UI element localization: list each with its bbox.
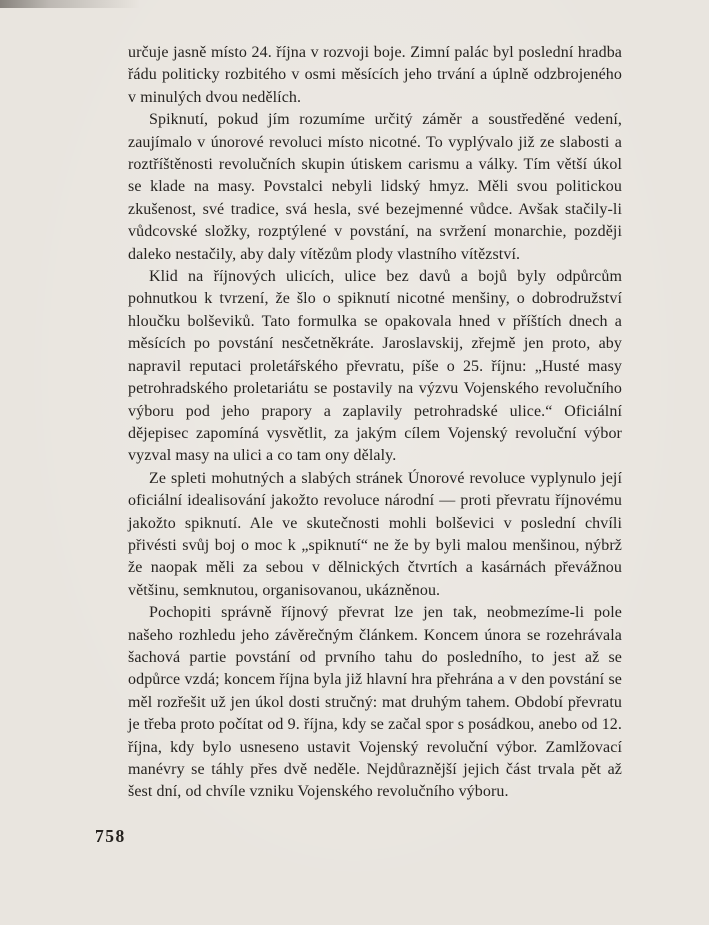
paragraph-pochopiti: Pochopiti správně říjnový převrat lze jen tak, neobmezíme-li pole našeho rozhledu jeho závěrečným článkem. Koncem února se rozehrávala šachová partie povstání od prvního tahu do posledního, to jest až se odpůrce vzdá; koncem října byla již hlavní hra přehrána a v den povstání se měl rozřešit už jen úkol dosti stručný: mat druhým tahem. Období převratu je třeba proto počítat od 9. října, kdy se začal spor s posádkou, anebo od 12. října, kdy bylo usneseno ustavit Vojenský revoluční výbor. Zamlžovací manévry se táhly přes dvě neděle. Nejdůraznější jejich část trvala pět až šest dní, od chvíle vzniku Vojenského revolučního výboru. [128,604,622,801]
paragraph-klid: Klid na říjnových ulicích, ulice bez davů a bojů byly odpůrcům pohnutkou k tvrzení, že šlo o spiknutí nicotné menšiny, o dobrodružství hloučku bolševiků. Tato formulka se opakovala hned v příštích dnech a měsících po povstání nesčetněkráte. Jaroslavskij, zřejmě jen proto, aby napravil reputaci proletářského převratu, píše o 25. říjnu: „Husté masy petrohradského proletariátu se postavily na výzvu Vojenského revolučního výboru pod jeho prapory a zaplavily petrohradské ulice.“ Oficiální dějepisec zapomíná vysvětlit, za jakým cílem Vojenský revoluční výbor vyzval masy na ulici a co tam ony dělaly. [128,268,622,465]
paragraph-spiknuti: Spiknutí, pokud jím rozumíme určitý záměr a soustředěné vedení, zaujímalo v únorové revoluci místo nicotné. To vyplývalo již ze slabosti a roztříštěnosti revolučních skupin útiskem carismu a války. Tím větší úkol se klade na masy. Povstalci nebyli lidský hmyz. Měli svou politickou zkušenost, své tradice, svá hesla, své bezejmenné vůdce. Avšak stačily-li vůdcovské složky, rozptýlené v povstání, na svržení monarchie, později daleko nestačily, aby daly vítězům plody vlastního vítězství. [128,111,622,263]
page-number: 758 [95,826,126,846]
paragraph-ze-spleti: Ze spleti mohutných a slabých stránek Únorové revoluce vyplynulo její oficiální idealisování jakožto revoluce národní — proti převratu říjnovému jakožto spiknutí. Ale ve skutečnosti mohli bolševici v poslední chvíli přivésti svůj boj o moc k „spiknutí“ ne že by byli malou menšinou, nýbrž že naopak měli za sebou v dělnických čtvrtích a kasárnách převážnou většinu, semknutou, organisovanou, ukázněnou. [128,469,622,599]
scan-edge-shadow [0,0,140,8]
page-text-block [128,42,622,804]
paragraph-continuation: určuje jasně místo 24. října v rozvoji boje. Zimní palác byl poslední hradba řádu politicky rozbitého v osmi měsících jeho trvání a úplně odzbrojeného v minulých dvou nedělích. [128,44,622,106]
